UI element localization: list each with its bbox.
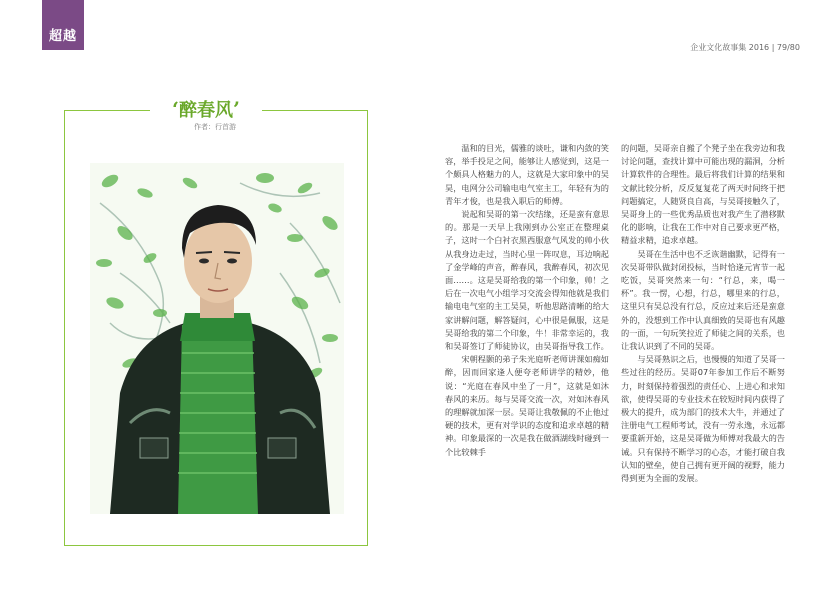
paragraph: 说起和吴哥的第一次结缘，还是蛮有意思的。那是一天早上我刚到办公室正在整理桌子，这时一个白衬衣黑西服意气风发的帅小伙从我身边走过，当时心里一阵叹息，耳边响起了金学峰的声音，醉春风，我醉春风，初次见面……。这是吴哥给我的第一个印象，帅！之后在一次电气小组学习交流会得知他就是我们输电电气室的主工吴昊，听他思路清晰的给大家讲解问题，解答疑问，心中很是佩服，这是吴哥给我的第二个印象，牛！非常幸运的，我和吴哥签订了师徒协议，由吴哥指导我工作。: [445, 209, 609, 352]
article-title: 醉春风: [179, 100, 233, 121]
text-column-right: [621, 142, 785, 485]
section-tab: 超越: [42, 0, 84, 50]
paragraph: 温和的目光，儒雅的谈吐，谦和内敛的笑容，举手投足之间，能够让人感觉到，这是一个颇具人格魅力的人，这就是大家印象中的吴昊，电网分公司输电电气室主工，年轻有为的青年才俊，也是我入职后的师傅。: [445, 143, 609, 206]
paragraph: 与吴哥熟识之后，也慢慢的知道了吴哥一些过往的经历。吴哥07年参加工作后不断努力，时刻保持着强烈的责任心、上进心和求知欲，使得吴哥的专业技术在较短时间内获得了极大的提升，成为部门的技术大牛，并通过了注册电气工程师考试，没有一劳永逸，永远都要重新开始，这是吴哥做为师傅对我最大的告诫。只有保持不断学习的心态，才能打破自我认知的壁垒，使自己拥有更开阔的视野，能力得到更为全面的发展。: [621, 354, 785, 484]
paragraph: 吴哥在生活中也不乏诙谐幽默，记得有一次吴哥带队做封闭投标，当时恰逢元宵节一起吃饭，吴哥突然来一句：“行总，来，喝一杯”。我一愣，心想，行总，哪里来的行总，这里只有吴总没有行总，反应过来后还是蛮意外的，没想到工作中认真细致的吴哥也有风趣的一面，一句玩笑拉近了师徒之间的关系，也让我认识到了不同的吴哥。: [621, 248, 785, 352]
quote-open-mark: ‘: [172, 97, 179, 121]
text-column-left: [445, 142, 609, 459]
article-author: 作者：行首游: [194, 123, 236, 131]
paragraph: 宋朝程颢的弟子朱光庭听老师讲课如痴如醉，因而回家逢人便夸老师讲学的精妙，他说：“光庭在春风中坐了一月”，这就是如沐春风的来历。每与吴哥交流一次，对如沐春风的理解就加深一层。吴哥让我敬佩的不止他过硬的技术，更有对学识的态度和追求卓越的精神。印象最深的一次是我在做酒湖线时碰到一个比较棘手: [445, 354, 609, 457]
page-header: 企业文化故事集 2016 | 79/80: [690, 43, 800, 52]
quote-close-mark: ’: [233, 97, 240, 121]
paragraph: 的问题，吴哥亲自搬了个凳子坐在我旁边和我讨论问题，查找计算中可能出现的漏洞，分析计算软件的合理性。最后将我们计算的结果和文献比较分析，反反复复花了两天时间终于把问题搞定，人随贤良自高，与吴哥接触久了，吴哥身上的一些优秀品质也对我产生了潜移默化的影响，让我在工作中对自己要求更严格，精益求精，追求卓越。: [621, 143, 785, 246]
watercolor-portrait-image: [90, 163, 344, 514]
article-title-block: [150, 94, 262, 124]
